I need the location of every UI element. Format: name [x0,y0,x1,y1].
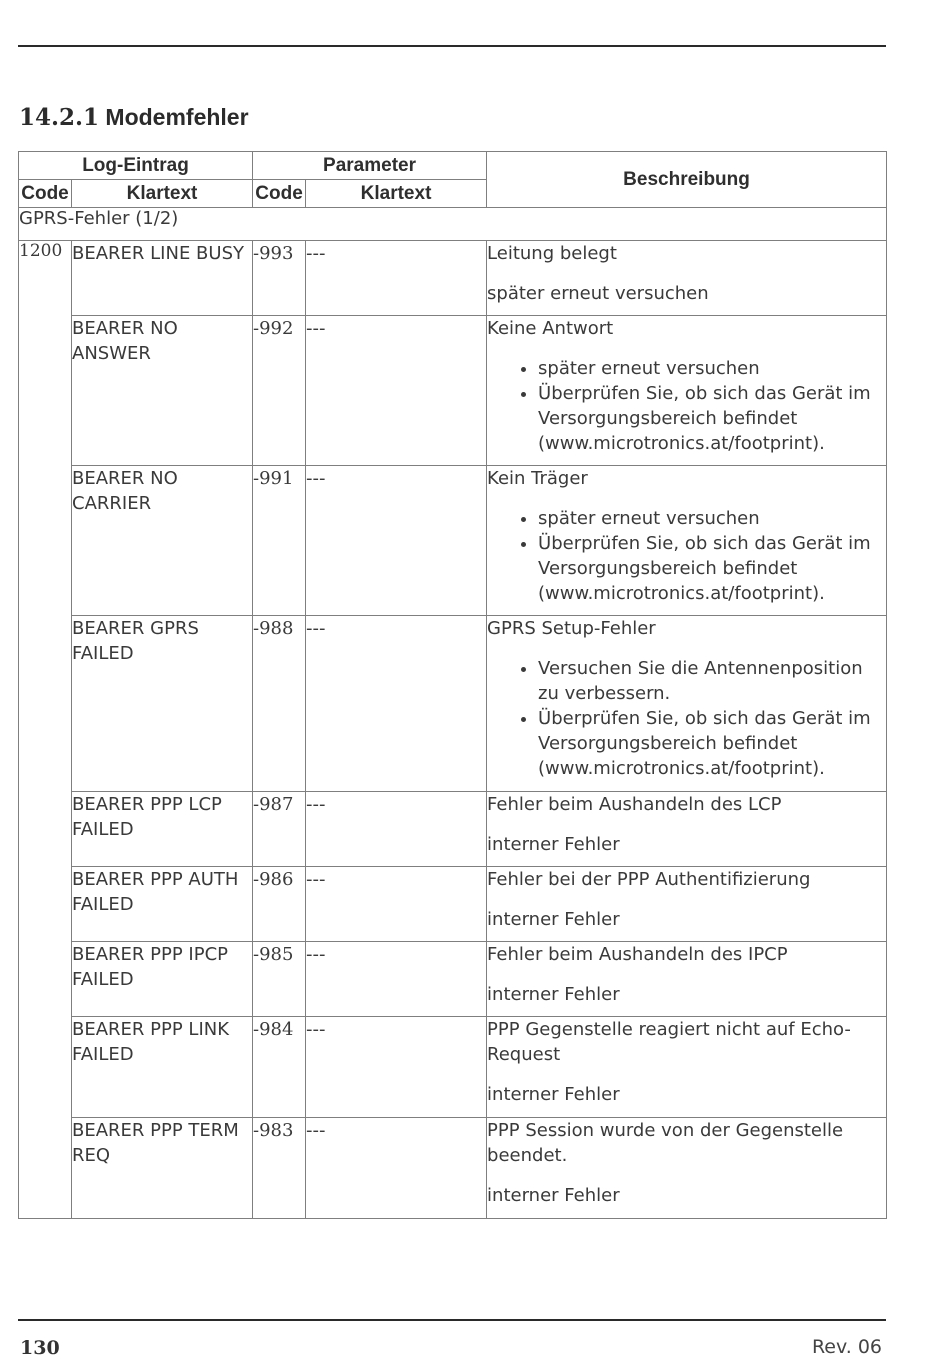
table-row [19,316,887,466]
log-klartext-cell: BEARER GPRS FAILED [72,616,253,792]
description-title: GPRS Setup-Fehler [487,618,656,639]
description-title: Fehler beim Aushandeln des LCP [487,794,782,815]
log-klartext-cell: BEARER LINE BUSY [72,241,253,316]
description-title: Fehler bei der PPP Authentifizierung [487,869,811,890]
table-row [19,792,887,867]
param-code-cell: -983 [253,1118,306,1219]
header-param-code: Code [253,180,306,208]
table-row [19,1017,887,1118]
description-title: Keine Antwort [487,318,614,339]
param-klartext-cell: --- [306,241,487,316]
description-cell [487,867,887,942]
log-code-cell: 1200 [19,241,72,1219]
param-code-cell: -985 [253,942,306,1017]
description-bullet: • Überprüfen Sie, ob sich das Gerät im Versorgungsbereich befindet (www.microtronics.at/footprint). [538,381,886,456]
description-title: Fehler beim Aushandeln des IPCP [487,944,788,965]
description-bullet: • Überprüfen Sie, ob sich das Gerät im Versorgungsbereich befindet (www.microtronics.at/footprint). [538,706,886,781]
modem-error-table [18,151,887,1219]
param-code-cell: -987 [253,792,306,867]
description-cell [487,466,887,616]
page-number: 130 [20,1337,60,1359]
param-klartext-cell: --- [306,616,487,792]
header-description: Beschreibung [487,152,887,208]
description-bullet-list [487,506,886,606]
param-code-cell: -984 [253,1017,306,1118]
section-heading [19,104,249,131]
description-cell [487,942,887,1017]
param-code-cell: -993 [253,241,306,316]
param-code-cell: -988 [253,616,306,792]
description-bullet-list [487,356,886,456]
table-row [19,942,887,1017]
description-note: interner Fehler [487,1185,620,1206]
param-klartext-cell: --- [306,466,487,616]
param-klartext-cell: --- [306,942,487,1017]
table-row [19,241,887,316]
description-note: interner Fehler [487,834,620,855]
log-klartext-cell: BEARER PPP TERM REQ [72,1118,253,1219]
description-title: PPP Gegenstelle reagiert nicht auf Echo-Request [487,1019,851,1065]
description-bullet: • später erneut versuchen [538,356,886,381]
param-code-cell: -992 [253,316,306,466]
header-log-code: Code [19,180,72,208]
log-klartext-cell: BEARER PPP IPCP FAILED [72,942,253,1017]
section-label: GPRS-Fehler (1/2) [19,208,887,241]
header-log-entry: Log-Eintrag [19,152,253,180]
description-cell [487,1118,887,1219]
log-klartext-cell: BEARER PPP LCP FAILED [72,792,253,867]
param-klartext-cell: --- [306,867,487,942]
param-klartext-cell: --- [306,316,487,466]
description-note: später erneut versuchen [487,283,709,304]
log-klartext-cell: BEARER PPP LINK FAILED [72,1017,253,1118]
param-klartext-cell: --- [306,1118,487,1219]
description-cell [487,1017,887,1118]
footer-rule [18,1319,886,1321]
table-row [19,867,887,942]
header-param-klartext: Klartext [306,180,487,208]
header-rule [18,45,886,47]
description-note: interner Fehler [487,984,620,1005]
description-cell [487,241,887,316]
table-row [19,1118,887,1219]
table-row [19,466,887,616]
description-cell [487,316,887,466]
log-klartext-cell: BEARER NO ANSWER [72,316,253,466]
param-code-cell: -986 [253,867,306,942]
param-klartext-cell: --- [306,792,487,867]
section-number: 14.2.1 [19,104,100,131]
param-code-cell: -991 [253,466,306,616]
description-title: PPP Session wurde von der Gegenstelle beendet. [487,1120,844,1166]
description-note: interner Fehler [487,1084,620,1105]
description-bullet-list [487,656,886,781]
table-row [19,616,887,792]
description-title: Leitung belegt [487,243,617,264]
description-bullet: • Überprüfen Sie, ob sich das Gerät im Versorgungsbereich befindet (www.microtronics.at/footprint). [538,531,886,606]
header-parameter: Parameter [253,152,487,180]
revision-label: Rev. 06 [811,1336,882,1358]
description-cell [487,616,887,792]
header-log-klartext: Klartext [72,180,253,208]
log-klartext-cell: BEARER PPP AUTH FAILED [72,867,253,942]
description-bullet: • später erneut versuchen [538,506,886,531]
section-title: Modemfehler [105,104,249,130]
description-note: interner Fehler [487,909,620,930]
description-title: Kein Träger [487,468,588,489]
description-bullet: • Versuchen Sie die Antennenposition zu verbessern. [538,656,886,706]
description-cell [487,792,887,867]
param-klartext-cell: --- [306,1017,487,1118]
log-klartext-cell: BEARER NO CARRIER [72,466,253,616]
